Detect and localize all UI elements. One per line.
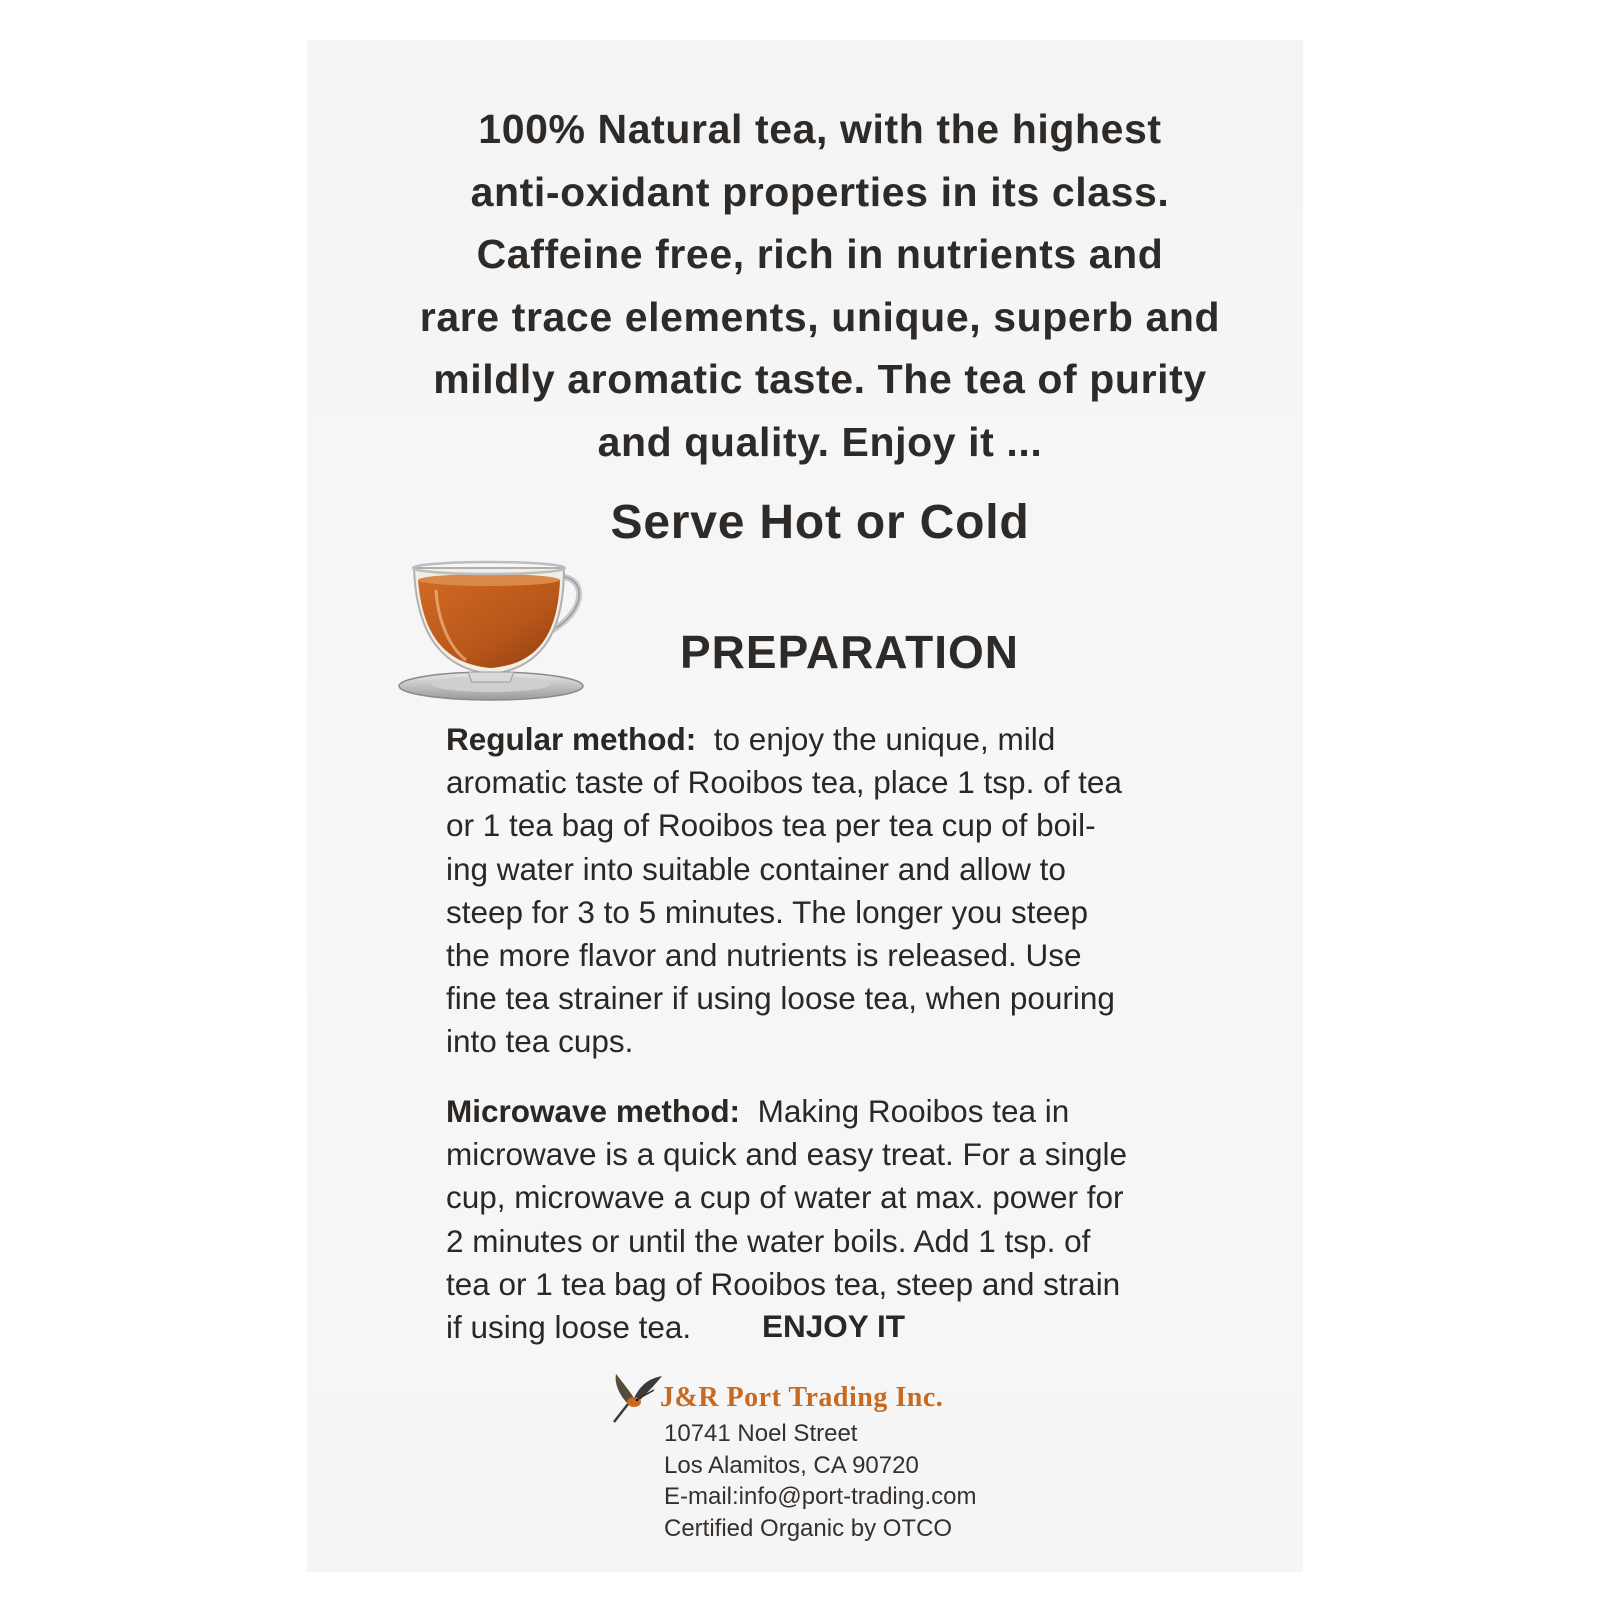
- email-line: E-mail:info@port-trading.com: [664, 1483, 977, 1510]
- microwave-method-first-line: [446, 1090, 1186, 1133]
- regular-method-line: into tea cups.: [446, 1023, 634, 1060]
- regular-method-text: to enjoy the unique, mild: [713, 721, 1056, 757]
- regular-method-first-line: [446, 718, 1186, 761]
- regular-method-line: ing water into suitable container and allow to: [446, 850, 1066, 887]
- preparation-heading: PREPARATION: [680, 626, 1019, 678]
- certification-line: Certified Organic by OTCO: [664, 1514, 953, 1542]
- microwave-method-line: microwave is a quick and easy treat. For a single: [446, 1136, 1128, 1173]
- hummingbird-logo: [608, 1370, 664, 1426]
- address-line: Los Alamitos, CA 90720: [664, 1451, 919, 1479]
- regular-method-label: Regular method:: [446, 721, 697, 757]
- company-header: [608, 1370, 1068, 1420]
- microwave-method-line: cup, microwave a cup of water at max. power for: [446, 1179, 1124, 1216]
- intro-line: and quality. Enjoy it ...: [597, 418, 1043, 465]
- intro-line: rare trace elements, unique, superb and: [419, 293, 1221, 340]
- microwave-method-line: if using loose tea.: [446, 1309, 692, 1346]
- microwave-method-line: tea or 1 tea bag of Rooibos tea, steep and strain: [446, 1265, 1121, 1302]
- teacup-icon: [396, 556, 596, 706]
- intro-line: 100% Natural tea, with the highest: [478, 106, 1162, 152]
- intro-text: [340, 98, 1300, 473]
- serve-heading: Serve Hot or Cold: [610, 496, 1030, 549]
- intro-line: anti-oxidant properties in its class.: [470, 168, 1170, 215]
- company-address: [664, 1418, 976, 1544]
- intro-line: mildly aromatic taste. The tea of purity: [433, 356, 1207, 402]
- regular-method-section: [446, 718, 1186, 1064]
- microwave-method-line: 2 minutes or until the water boils. Add 1 tsp. of: [446, 1222, 1091, 1259]
- regular-method-line: the more flavor and nutrients is released. Use: [446, 937, 1082, 974]
- enjoy-it-label: ENJOY IT: [762, 1308, 905, 1344]
- regular-method-line: fine tea strainer if using loose tea, when pouring: [446, 980, 1115, 1017]
- microwave-method-label: Microwave method:: [446, 1093, 741, 1129]
- regular-method-line: aromatic taste of Rooibos tea, place 1 tsp. of tea: [446, 764, 1122, 801]
- intro-line: Caffeine free, rich in nutrients and: [476, 231, 1164, 277]
- regular-method-line: steep for 3 to 5 minutes. The longer you steep: [446, 893, 1089, 930]
- microwave-method-text: Making Rooibos tea in: [757, 1093, 1070, 1129]
- address-line: 10741 Noel Street: [664, 1420, 858, 1447]
- company-name: J&R Port Trading Inc.: [660, 1382, 944, 1413]
- regular-method-line: or 1 tea bag of Rooibos tea per tea cup of boil-: [446, 807, 1096, 844]
